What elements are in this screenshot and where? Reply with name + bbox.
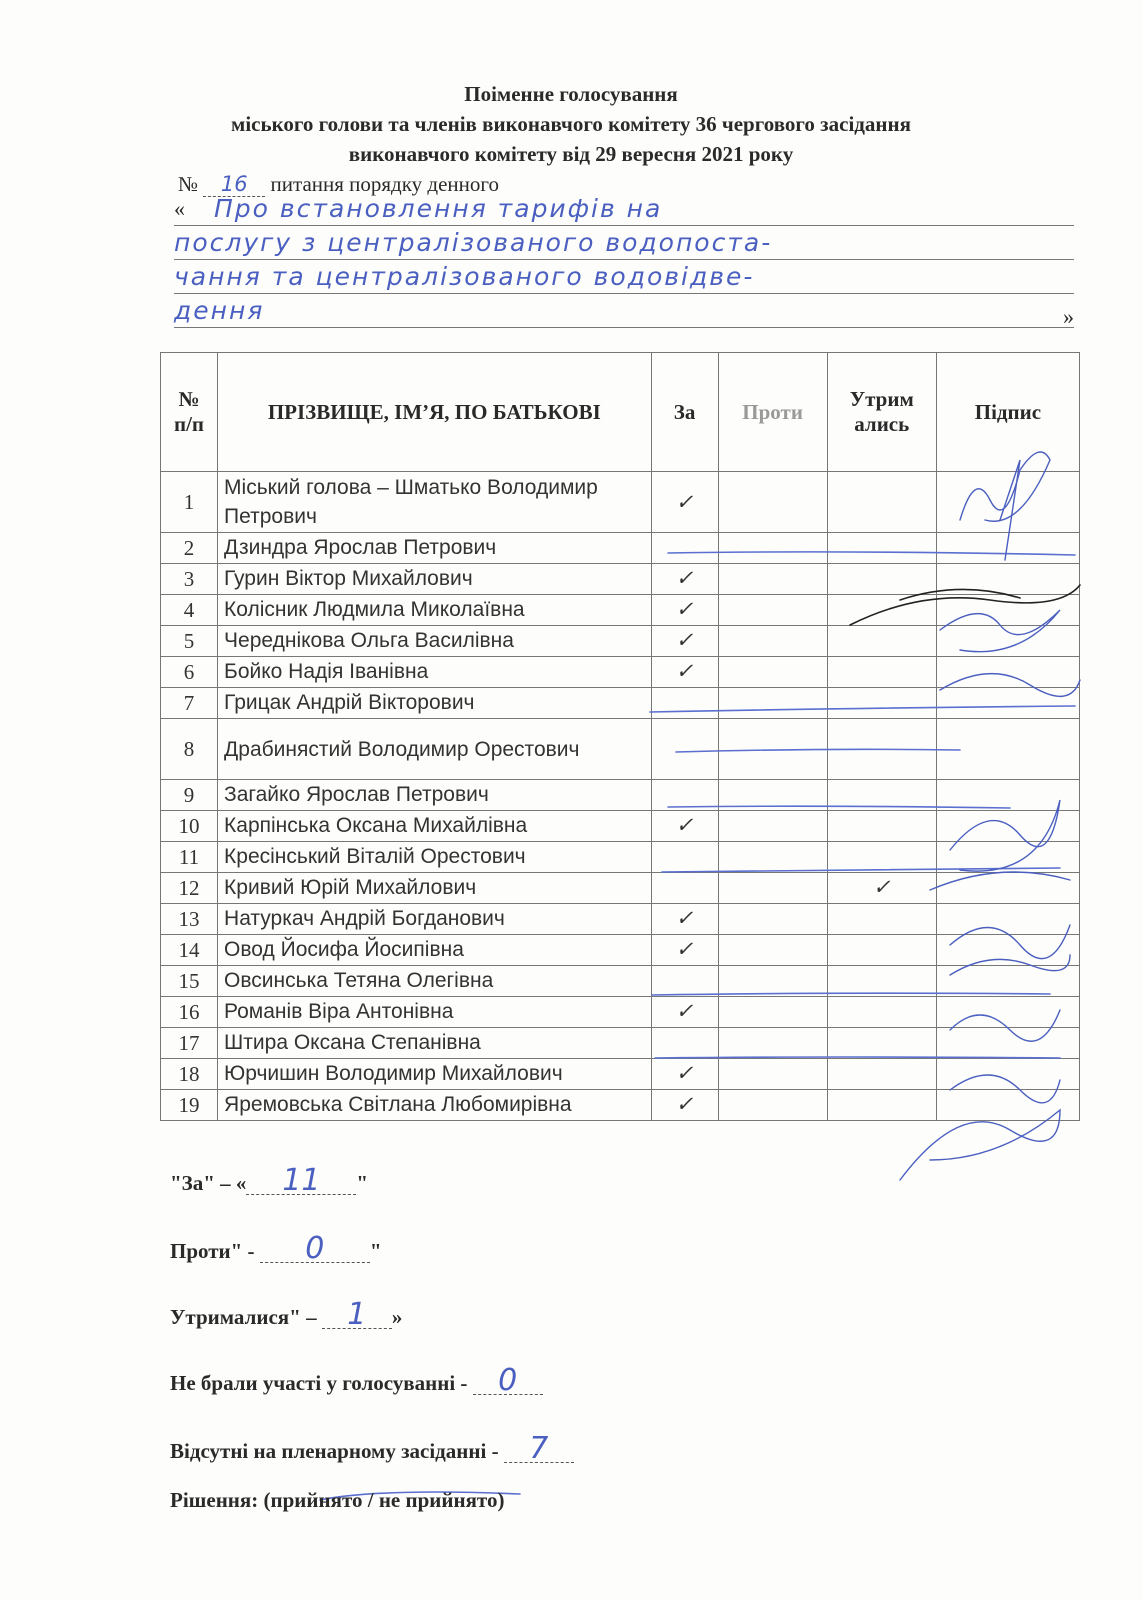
row-num: 8 xyxy=(161,719,218,780)
header-za: За xyxy=(651,353,718,472)
quote-open: « xyxy=(174,196,185,221)
row-num: 7 xyxy=(161,688,218,719)
row-num: 6 xyxy=(161,657,218,688)
nebraly-value: 0 xyxy=(473,1368,543,1395)
totals-rishennia xyxy=(170,1488,504,1513)
row-num: 11 xyxy=(161,842,218,873)
utrym-value: 1 xyxy=(322,1302,392,1329)
strike-line-row-2 xyxy=(668,552,1075,555)
proty-end: " xyxy=(369,1239,382,1263)
za-end: " xyxy=(356,1171,369,1195)
topic-line-2: послугу з централізованого водопоста- xyxy=(174,228,773,257)
strike-line-row-7 xyxy=(650,706,1075,712)
row-name: Овсинська Тетяна Олегівна xyxy=(218,966,651,997)
black-signature xyxy=(850,585,1080,625)
header-proty: Проти xyxy=(718,353,827,472)
row-num: 9 xyxy=(161,780,218,811)
row-name: Гурин Віктор Михайлович xyxy=(218,564,651,595)
signature-5 xyxy=(940,610,1060,652)
totals-za xyxy=(170,1163,369,1198)
row-num: 19 xyxy=(161,1090,218,1121)
title-line-2: міського голови та членів виконавчого комітету 36 чергового засідання xyxy=(231,112,911,136)
totals-nebraly xyxy=(170,1363,543,1398)
topic-line-3: чання та централізованого водовідве- xyxy=(174,262,755,291)
row-num: 17 xyxy=(161,1028,218,1059)
row-name: Романів Віра Антонівна xyxy=(218,997,651,1028)
signature-14 xyxy=(950,955,1070,975)
row-utrym: ✓ xyxy=(827,873,936,904)
row-name: Карпінська Оксана Михайлівна xyxy=(218,811,651,842)
row-za: ✓ xyxy=(651,811,718,842)
proty-value: 0 xyxy=(260,1236,370,1263)
header-pidpys: Підпис xyxy=(936,353,1079,472)
row-name: Натуркач Андрій Богданович xyxy=(218,904,651,935)
row-name: Грицак Андрій Вікторович xyxy=(218,688,651,719)
row-name: Кресінський Віталій Орестович xyxy=(218,842,651,873)
row-num: 2 xyxy=(161,533,218,564)
signature-1-stroke xyxy=(1000,460,1020,560)
row-za: ✓ xyxy=(651,595,718,626)
row-num: 4 xyxy=(161,595,218,626)
row-num: 16 xyxy=(161,997,218,1028)
row-num: 15 xyxy=(161,966,218,997)
row-num: 18 xyxy=(161,1059,218,1090)
rishennia-label: Рішення: (прийнято / не прийнято) xyxy=(170,1488,505,1512)
utrym-end: » xyxy=(391,1305,403,1329)
row-name: Яремовська Світлана Любомирівна xyxy=(218,1090,651,1121)
row-num: 5 xyxy=(161,626,218,657)
vidsutni-value: 7 xyxy=(504,1436,574,1463)
nebraly-label: Не брали участі у голосуванні - xyxy=(170,1371,468,1395)
question-suffix: питання порядку денного xyxy=(270,172,499,196)
row-num: 3 xyxy=(161,564,218,595)
row-name: Кривий Юрій Михайлович xyxy=(218,873,651,904)
row-num: 1 xyxy=(161,472,218,533)
row-za: ✓ xyxy=(651,657,718,688)
number-sign: № xyxy=(178,172,199,196)
strike-line-row-9 xyxy=(668,806,1010,808)
strike-line-row-15 xyxy=(652,993,1050,995)
title-line-1: Поіменне голосування xyxy=(464,82,678,106)
row-za: ✓ xyxy=(651,904,718,935)
strike-line-row-8 xyxy=(676,749,960,752)
row-name: Череднікова Ольга Василівна xyxy=(218,626,651,657)
signature-1 xyxy=(960,452,1050,521)
row-za: ✓ xyxy=(651,1059,718,1090)
row-name: Драбинястий Володимир Орестович xyxy=(218,719,651,780)
strike-line-row-17 xyxy=(655,1057,1060,1058)
row-za: ✓ xyxy=(651,626,718,657)
header-name: ПРІЗВИЩЕ, ІМ’Я, ПО БАТЬКОВІ xyxy=(218,353,651,472)
proty-label: Проти" - xyxy=(170,1239,255,1263)
row-name: Дзиндра Ярослав Петрович xyxy=(218,533,651,564)
signature-6 xyxy=(940,674,1080,697)
row-za: ✓ xyxy=(651,472,718,533)
quote-close: » xyxy=(1063,304,1074,329)
row-za: ✓ xyxy=(651,935,718,966)
vidsutni-label: Відсутні на пленарному засіданні - xyxy=(170,1439,499,1463)
topic-line-4: дення xyxy=(174,296,265,325)
row-name: Загайко Ярослав Петрович xyxy=(218,780,651,811)
signatures xyxy=(900,452,1080,1180)
signature-16 xyxy=(950,1010,1060,1041)
row-name: Колісник Людмила Миколаївна xyxy=(218,595,651,626)
signature-19 xyxy=(900,1110,1060,1180)
signature-10 xyxy=(950,800,1060,871)
header-utrym: Утрим ались xyxy=(827,353,936,472)
signature-13 xyxy=(950,925,1070,959)
totals-vidsutni xyxy=(170,1431,574,1466)
topic-line-1: Про встановлення тарифів на xyxy=(214,194,663,223)
za-label: "За" – « xyxy=(170,1171,247,1195)
row-num: 14 xyxy=(161,935,218,966)
signature-3 xyxy=(850,585,1080,625)
row-name: Юрчишин Володимир Михайлович xyxy=(218,1059,651,1090)
row-name: Бойко Надія Іванівна xyxy=(218,657,651,688)
title-line-3: виконавчого комітету від 29 вересня 2021 року xyxy=(348,142,794,166)
row-num: 12 xyxy=(161,873,218,904)
utrym-label: Утрималися" – xyxy=(170,1305,317,1329)
row-name: Овод Йосифа Йосипівна xyxy=(218,935,651,966)
row-name: Міський голова – Шматько Володимир Петрович xyxy=(218,472,651,533)
row-name: Штира Оксана Степанівна xyxy=(218,1028,651,1059)
row-za: ✓ xyxy=(651,1090,718,1121)
signature-18 xyxy=(950,1075,1060,1103)
row-za: ✓ xyxy=(651,997,718,1028)
signature-11 xyxy=(930,872,1070,890)
totals-proty xyxy=(170,1231,382,1266)
totals-utrym xyxy=(170,1297,403,1332)
strike-lines xyxy=(320,552,1075,1500)
row-num: 10 xyxy=(161,811,218,842)
question-number: 16 xyxy=(203,172,265,197)
za-value: 11 xyxy=(246,1168,356,1195)
row-num: 13 xyxy=(161,904,218,935)
header-num: № п/п xyxy=(161,353,218,472)
row-za: ✓ xyxy=(651,564,718,595)
